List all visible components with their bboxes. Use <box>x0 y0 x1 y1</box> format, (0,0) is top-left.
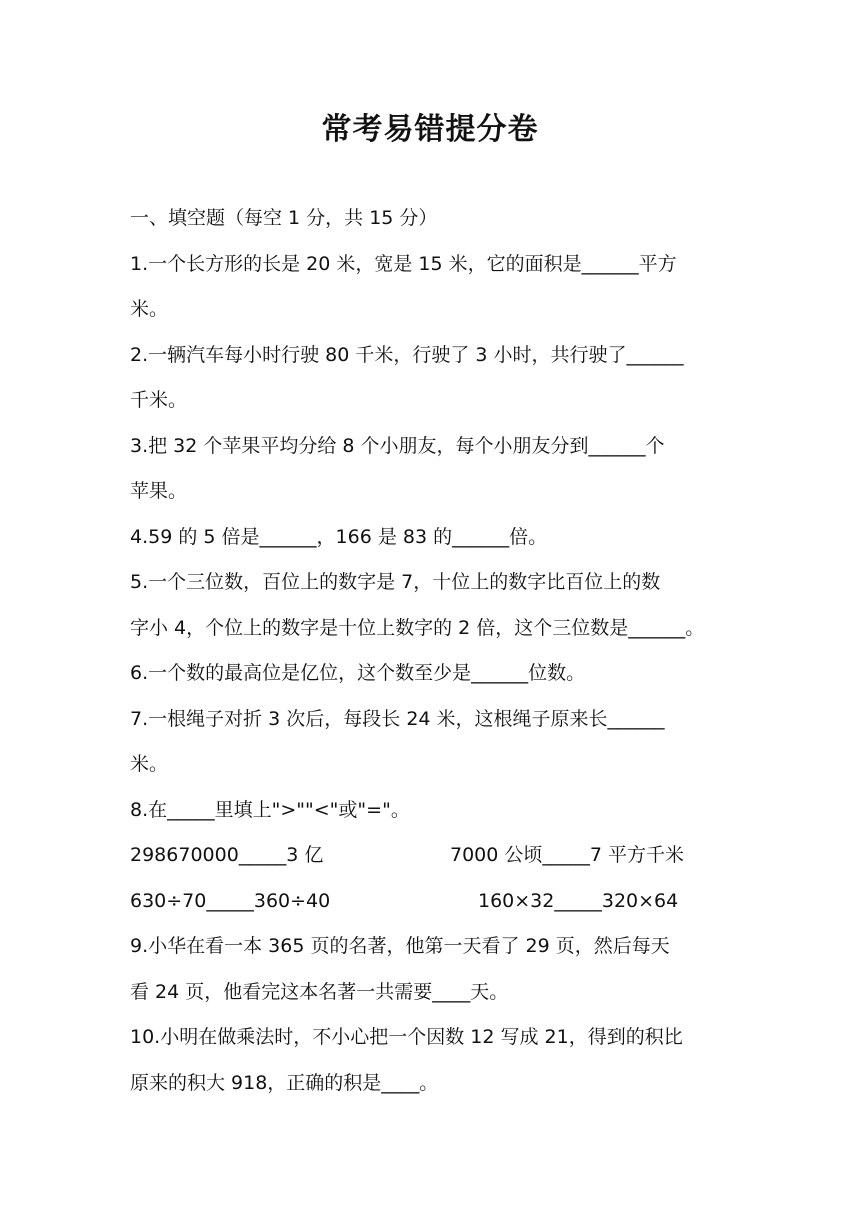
question-8-compare-row-2 <box>130 879 740 925</box>
question-8-line-1: 8.在_____里填上">""<"或"="。 <box>130 798 410 821</box>
question-4-line-1: 4.59 的 5 倍是______，166 是 83 的______倍。 <box>130 525 548 548</box>
question-7-line-2: 米。 <box>130 753 169 775</box>
question-9-line-2: 看 24 页，他看完这本名著一共需要____天。 <box>130 980 509 1003</box>
question-1-line-1: 1.一个长方形的长是 20 米，宽是 15 米，它的面积是______平方 <box>130 252 677 275</box>
compare-item-right: 160×32_____320×64 <box>478 889 679 912</box>
question-10-line-1: 10.小明在做乘法时，不小心把一个因数 12 写成 21，得到的积比 <box>130 1026 683 1048</box>
question-5-line-2: 字小 4，个位上的数字是十位上数字的 2 倍，这个三位数是______。 <box>130 616 705 639</box>
question-3-line-1: 3.把 32 个苹果平均分给 8 个小朋友，每个小朋友分到______个 <box>130 434 665 457</box>
section-heading: 一、填空题（每空 1 分，共 15 分） <box>130 207 438 229</box>
compare-item-right: 7000 公顷_____7 平方千米 <box>450 844 685 866</box>
question-8-compare-row-1 <box>130 833 740 879</box>
question-1-line-2: 米。 <box>130 298 169 320</box>
question-5-line-1: 5.一个三位数，百位上的数字是 7，十位上的数字比百位上的数 <box>130 571 661 593</box>
question-3-line-2: 苹果。 <box>130 480 188 502</box>
question-6-line-1: 6.一个数的最高位是亿位，这个数至少是______位数。 <box>130 662 586 684</box>
question-list <box>130 196 740 1106</box>
question-10-line-2: 原来的积大 918，正确的积是____。 <box>130 1071 439 1094</box>
compare-item-left: 298670000_____3 亿 <box>130 844 324 866</box>
question-2-line-2: 千米。 <box>130 389 188 411</box>
question-9-line-1: 9.小华在看一本 365 页的名著，他第一天看了 29 页，然后每天 <box>130 935 670 957</box>
question-2-line-1: 2.一辆汽车每小时行驶 80 千米，行驶了 3 小时，共行驶了______ <box>130 343 684 366</box>
page-title: 常考易错提分卷 <box>321 112 539 147</box>
compare-item-left: 630÷70_____360÷40 <box>130 889 331 912</box>
question-7-line-1: 7.一根绳子对折 3 次后，每段长 24 米，这根绳子原来长______ <box>130 707 665 730</box>
